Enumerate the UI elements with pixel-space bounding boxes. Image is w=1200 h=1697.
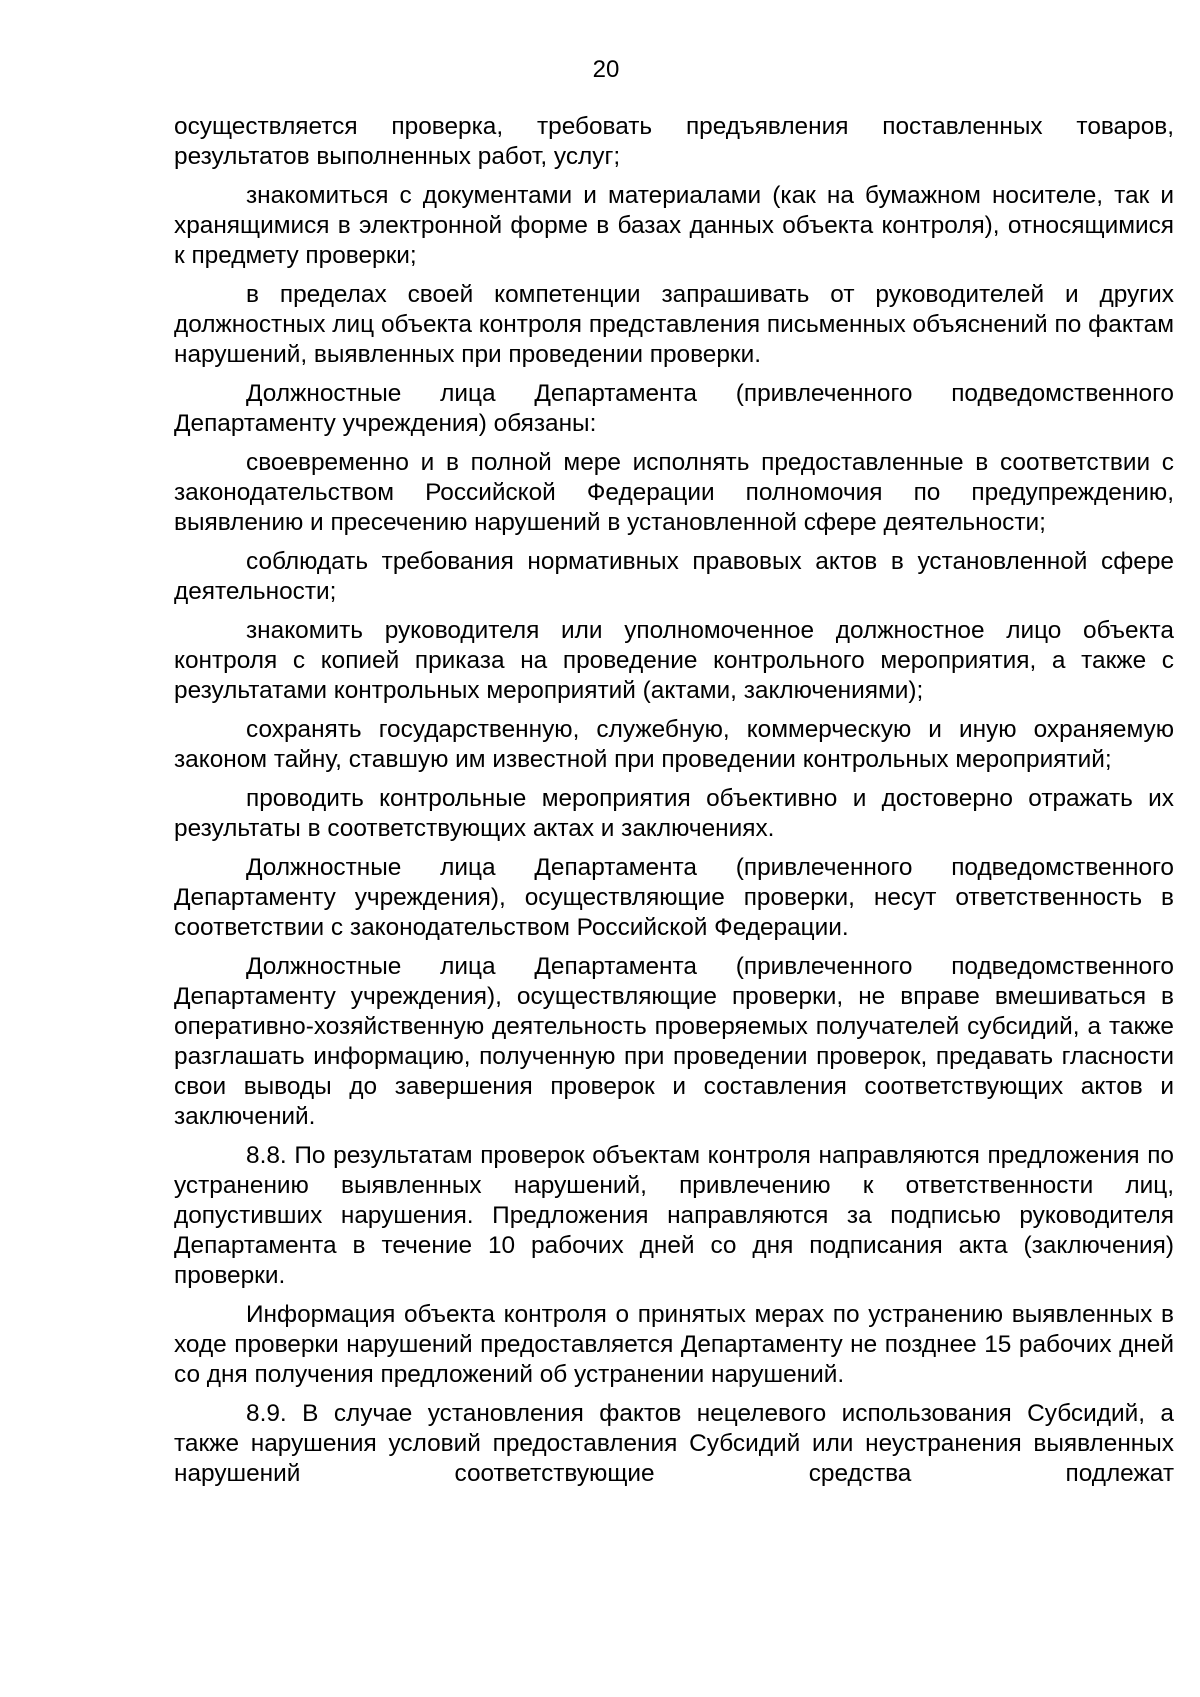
paragraph: в пределах своей компетенции запрашивать от руководителей и других должностных лиц объекта контроля представления письменных объяснений по фактам нарушений, выявленных при проведении проверки. [174,281,1174,368]
paragraph: своевременно и в полной мере исполнять предоставленные в соответствии с законодательством Российской Федерации полномочия по предупреждению, выявлению и пресечению нарушений в установленной сфере деятельности; [174,449,1174,536]
paragraph: Информация объекта контроля о принятых мерах по устранению выявленных в ходе проверки нарушений предоставляется Департаменту не позднее 15 рабочих дней со дня получения предложений об устранении нарушений. [174,1301,1174,1388]
paragraph: знакомиться с документами и материалами (как на бумажном носителе, так и хранящимися в электронной форме в базах данных объекта контроля), относящимися к предмету проверки; [174,182,1174,269]
paragraph: Должностные лица Департамента (привлеченного подведомственного Департаменту учреждения), осуществляющие проверки, не вправе вмешиваться в оперативно-хозяйственную деятельность проверяемых получателей субсидий, а также разглашать информацию, полученную при проведении проверок, предавать гласности свои выводы до завершения проверок и составления соответствующих актов и заключений. [174,953,1174,1130]
document-body [174,112,1174,1498]
paragraph: сохранять государственную, служебную, коммерческую и иную охраняемую законом тайну, ставшую им известной при проведении контрольных мероприятий; [174,716,1174,773]
page-number: 20 [592,56,620,83]
paragraph: проводить контрольные мероприятия объективно и достоверно отражать их результаты в соответствующих актах и заключениях. [174,785,1174,842]
paragraph-continuation: осуществляется проверка, требовать предъявления поставленных товаров, результатов выполненных работ, услуг; [174,113,1174,170]
paragraph: соблюдать требования нормативных правовых актов в установленной сфере деятельности; [174,548,1174,605]
paragraph: Должностные лица Департамента (привлеченного подведомственного Департаменту учреждения) обязаны: [174,380,1174,437]
paragraph-section-8-9: 8.9. В случае установления фактов нецелевого использования Субсидий, а также нарушения условий предоставления Субсидий или неустранения выявленных нарушений соответствующие средства подлежат [174,1400,1174,1487]
paragraph: знакомить руководителя или уполномоченное должностное лицо объекта контроля с копией приказа на проведение контрольного мероприятия, а также с результатами контрольных мероприятий (актами, заключениями); [174,617,1174,704]
paragraph-section-8-8: 8.8. По результатам проверок объектам контроля направляются предложения по устранению выявленных нарушений, привлечению к ответственности лиц, допустивших нарушения. Предложения направляются за подписью руководителя Департамента в течение 10 рабочих дней со дня подписания акта (заключения) проверки. [174,1142,1174,1289]
paragraph: Должностные лица Департамента (привлеченного подведомственного Департаменту учреждения), осуществляющие проверки, несут ответственность в соответствии с законодательством Российской Федерации. [174,854,1174,941]
